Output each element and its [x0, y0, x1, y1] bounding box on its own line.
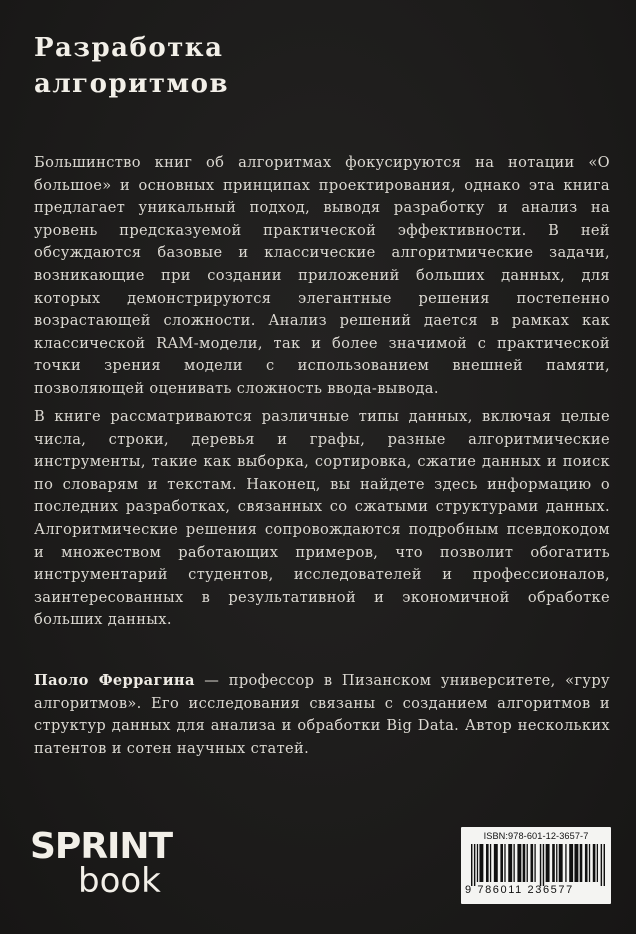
barcode-bar — [486, 844, 489, 882]
barcode-bar — [540, 844, 541, 886]
barcode-digits: 9 786011 236577 — [465, 884, 574, 896]
author-name: Паоло Феррагина — [34, 672, 195, 689]
barcode-bar — [597, 844, 598, 882]
barcode-bar — [543, 844, 544, 886]
barcode-bar — [490, 844, 491, 882]
barcode-bar — [593, 844, 596, 882]
book-title-line-2: алгоритмов — [34, 69, 230, 99]
barcode-bar — [508, 844, 512, 882]
barcode-bar — [471, 844, 472, 886]
barcode-bar — [513, 844, 514, 882]
barcode-bar — [559, 844, 563, 882]
author-paragraph — [34, 670, 610, 760]
isbn-barcode-label — [461, 827, 611, 904]
barcode-bar — [517, 844, 521, 882]
barcode-bar — [601, 844, 602, 886]
barcode-bar — [531, 844, 534, 882]
book-title-line-1: Разработка — [34, 33, 224, 63]
barcode-bar — [580, 844, 583, 882]
logo-line-1: SPRINT — [30, 826, 173, 867]
barcode — [471, 844, 605, 886]
isbn-text: ISBN:978-601-12-3657-7 — [483, 831, 589, 841]
barcode-bar — [523, 844, 526, 882]
barcode-bar — [534, 844, 535, 882]
barcode-bar — [552, 844, 555, 882]
description-paragraph-2: В книге рассматриваются различные типы данных, включая целые числа, строки, деревья и графы, разные алгоритмические инструменты, такие как выборка, сортировка, сжатие данных и поиск по словарям и текстам. Наконец, вы найдете здесь информацию о последних разработках, связанных со сжатыми структурами данных. Алгоритмические решения сопровождаются подробным псевдокодом и множеством работающих примеров, что позволит обогатить инструментарий студентов, исследователей и профессионалов, заинтересованных в результативной и экономичной обработке больших данных. — [34, 408, 610, 629]
barcode-bar — [527, 844, 528, 882]
barcode-bar — [589, 844, 590, 882]
barcode-bar — [474, 844, 475, 886]
author-bio: — профессор в Пизанском университете, «гуру алгоритмов». Его исследования связаны с созданием алгоритмов и структур данных для анализа и обработки Big Data. Автор нескольких патентов и сотен научных статей. — [34, 672, 610, 757]
sprint-book-logo — [30, 820, 205, 900]
barcode-bar — [565, 844, 566, 882]
barcode-bar — [477, 844, 478, 882]
barcode-bar — [569, 844, 573, 882]
barcode-bar — [494, 844, 498, 882]
barcode-bar — [604, 844, 605, 886]
barcode-bar — [585, 844, 588, 882]
description-paragraph-1: Большинство книг об алгоритмах фокусируются на нотации «О большое» и основных принципах проектирования, однако эта книга предлагает уникальный подход, выводя разработку и анализ на уровень предсказуемой практической эффективности. В ней обсуждаются базовые и классические алгоритмические задачи, возникающие при создании приложений больших данных, для которых демонстрируются элегантные решения постепенно возрастающей сложности. Анализ решений дается в рамках как классической RAM-модели, так и более значимой с практической точки зрения модели с использованием внешней памяти, позволяющей оценивать сложность ввода-вывода. — [34, 154, 610, 397]
barcode-bar — [574, 844, 578, 882]
book-title — [34, 30, 229, 102]
barcode-bar — [504, 844, 505, 882]
barcode-bar — [556, 844, 557, 882]
barcode-bar — [479, 844, 483, 882]
barcode-bar — [546, 844, 550, 882]
logo-line-2: book — [78, 861, 161, 900]
barcode-bar — [500, 844, 503, 882]
